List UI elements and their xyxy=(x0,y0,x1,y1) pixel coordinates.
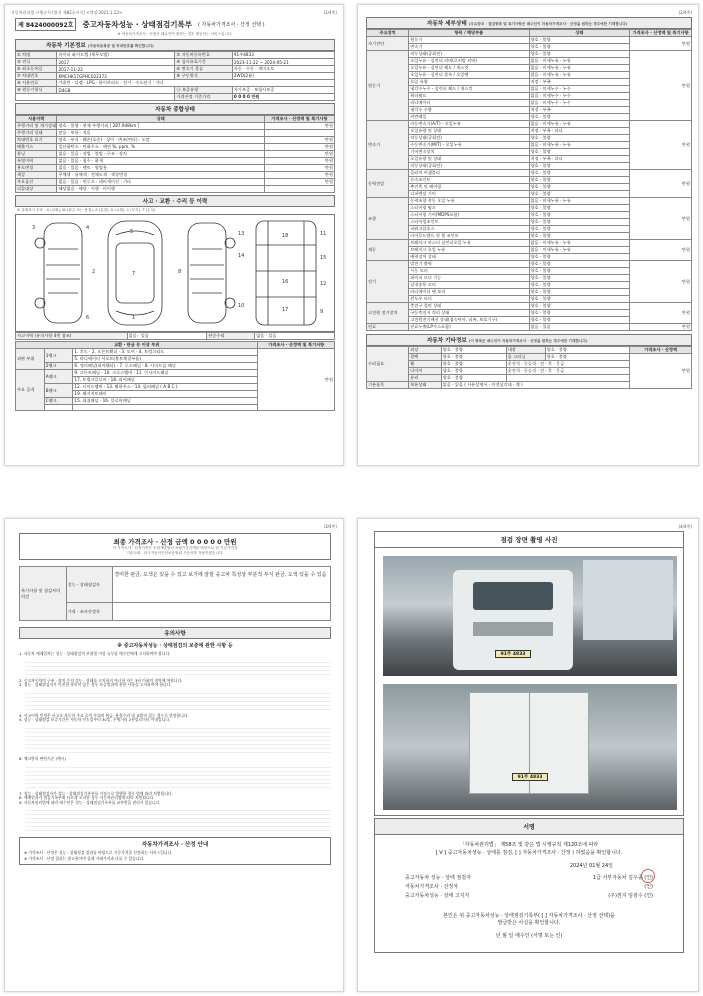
panel-label: 12 xyxy=(320,281,327,287)
table-row: 스티어링 펌프 양호 · 불량 xyxy=(367,205,692,212)
table-row: 가격 · 조사산정자 xyxy=(20,603,331,621)
page-number: (3/4쪽) xyxy=(323,524,337,529)
basic-info-table xyxy=(15,51,335,101)
table-row: 와이퍼 모터 기능 양호 · 불량 xyxy=(367,275,692,282)
sign-date: 2024년 01월 24일 xyxy=(569,863,613,869)
table-row: 오일유량 및 상태 적정 · 부족 · 과다 xyxy=(367,156,692,163)
table-row: ③ 연식 2017 ④ 검사유효기간 2023-11-22 ~ 2024-05-21 xyxy=(16,59,335,66)
accident-header: 사고 · 교환 · 수리 등 이력 xyxy=(15,195,335,207)
table-row: 냉각수누수 - 실린더 헤드 / 개스킷 없음 · 미세누수 · 누수 xyxy=(367,86,692,93)
form-title: 자동차관리법 시행규칙 [별지 제82호서식] <개정 2021.1.13> xyxy=(11,10,123,15)
table-row: ⑤ 최초등록일 2017-11-22 ⑥ 변속기 종류 자동 · 수동 · 세미오토 xyxy=(16,66,335,73)
page-4 xyxy=(357,518,699,992)
table-row: 연료 연료누출(LP가스포함) 없음 · 있음 만원 xyxy=(368,324,690,329)
panel-label: 6 xyxy=(86,315,90,321)
table-row: 색상 무채색 · 유채색 · 전체도색 · 색상변경 만원 xyxy=(17,172,333,177)
table-row: 주요옵션 없음 · 있음 · 썬루프 · 네비게이션 · 기타 만원 xyxy=(17,179,333,184)
table-row: 동력전달 클러치 어셈블리 양호 · 불량 만원 xyxy=(367,170,692,177)
appraisal-title: 자동차가격조사 · 산정 안내 xyxy=(141,842,209,849)
caution-text-block xyxy=(25,659,331,677)
table-row: 스티어링 기어(MDPS포함) 양호 · 불량 xyxy=(367,212,692,219)
table-row: 특별이력 없음 · 있음 · 침수 · 화재 만원 xyxy=(17,158,333,163)
final-price-title: 최종 가격조사 · 산정 금액 xyxy=(113,538,188,546)
table-row: 전기 발전기 출력 양호 · 불량 만원 xyxy=(367,261,692,268)
receipt-line: 본인은 위 중고자동차성능 · 상태점검기록부( [ ] 자동차가격조사 · 산정 선택)을 xyxy=(443,913,615,919)
car-side-right xyxy=(188,223,235,323)
table-row: 수리필요 외장 양호 · 불량 내장 양호 · 불량 가격조사 · 산정액 xyxy=(367,347,692,354)
symbol-legend: ※ 상태표시 부호 : X (교환), W (판금 또는 용접), A (흠집), U (요철), C (부식), T (손상) xyxy=(17,208,156,212)
signer-list xyxy=(385,873,673,900)
table-row: 튜닝 없음 · 있음 · 적법 · 불법 · 구조 · 장치 만원 xyxy=(17,151,333,156)
table-row: 오일유량 및 상태 적정 · 부족 · 과다 xyxy=(367,128,692,135)
final-price-value: 0 0 0 0 0 만원 xyxy=(190,538,237,546)
appraisal-line: ※ 가격조사 · 산정은 성능 · 상태점검 결과를 바탕으로 기준가격을 산정하는 서비스입니다. xyxy=(24,850,173,856)
table-row: 등속조인트 양호 · 불량 xyxy=(367,177,692,184)
table-row: 고전원 전기장치 충전구 절연 상태 양호 · 불량 만원 xyxy=(367,303,692,310)
table-row: 작동상태(공회전) 양호 · 불량 xyxy=(367,135,692,142)
table-row: 19. 패키지트레이 xyxy=(16,391,335,398)
appraisal-box xyxy=(19,837,331,865)
table-row: 추진축 및 베어링 양호 · 불량 xyxy=(367,184,692,191)
car-diagram-svg xyxy=(16,215,334,333)
other-info-table xyxy=(366,346,692,389)
law-line: 「자동차관리법」 제58조 및 같은 법 시행규칙 제120조에 따라 xyxy=(459,842,599,848)
page-1 xyxy=(4,4,344,466)
panel-label: 5 xyxy=(130,229,134,235)
table-row: 커먼레일 양호 · 불량 xyxy=(367,114,692,121)
caution-text-block xyxy=(25,690,331,712)
table-row: 시동 모터 양호 · 불량 xyxy=(367,268,692,275)
panel-label: 10 xyxy=(238,303,245,309)
overall-table: 사용이력 상태 가격조사 · 산정액 및 특기사항 주행거리 및 계기상태 양호 · 불량 · 현재 주행거리 [ 287,948km ] 만원 주행거리 상태 많음 · 보통 · 적음 차대번호 표기 양호 · 부식 · 훼손(오손) · 상이 · 변조(변타) · 도말 만원 배출가스 일산화탄소 · 탄화수소 · 매연 %, ppm, % 만원 튜닝 없음 · 있음 · 적법 · 불법 · 구조 · 장치 만원 특별이력 없음 · 있음 · 침수 · 화재 만원 용도변경 없음 · 있음 · 렌트 · 영업용 만원 색상 무채색 · 유채색 · 전체도색 · 색상변경 만원 주요옵션 없음 · 있음 · 썬루프 · 네비게이션 · 기타 만원 리콜대상 해당없음 · 해당 · 이행 · 미이행 xyxy=(17,116,333,191)
table-row: 주요 골격 A랭크 9. 프론트패널 · 10. 크로스멤버 · 11. 인사이드패널 xyxy=(16,370,335,377)
table-row: 사고이력 (유의사항 4번 참조) 없음 · 있음 단순수리 없음 · 있음 xyxy=(16,333,335,340)
cargo-door xyxy=(469,692,589,794)
panel-label: 18 xyxy=(282,233,289,239)
table-row: 제동 브레이크 마스터 실린더오일 누유 없음 · 미세누유 · 누유 만원 xyxy=(367,240,692,247)
caution-line: 7. 성능 · 상태점검자가 성능 · 상태점검기록부를 거짓으로 발행한 경우 법에 따라 처벌됩니다. xyxy=(19,790,173,796)
table-row: 워터펌프 없음 · 미세누수 · 누수 xyxy=(367,93,692,100)
caution-line: 3. 성능 · 상태점검자가 미진한 항목이 있는 경우 보증범위에 관한 사항을 고지하여야 합니다. xyxy=(19,682,172,688)
page-number: (4/4쪽) xyxy=(678,524,692,529)
table-row: 변속기 자동변속기(A/T) - 오일누유 없음 · 미세누유 · 누유 만원 xyxy=(367,121,692,128)
table-row: 오일누유 - 실린더 커버(로커암 커버) 없음 · 미세누유 · 누유 xyxy=(367,58,692,65)
table-row: 기어변속장치 양호 · 불량 xyxy=(367,149,692,156)
detail-table: 주요장치 항목 / 해당부품 상태 가격조사 · 산정액 및 특기사항 자기진단 원동기 양호 · 불량 만원 변속기 양호 · 불량 원동기 작동상태(공회전) 양호 · 불량 만원 오일누유 - 실린더 커버(로커암 커버) 없음 · 미세누유 · 누유 오일누유 - 실린더 헤드 / 개스킷 없음 · 미세누유 · 누유 오일누유 - 실린더 블록 / 오일팬 없음 · 미세누유 · 누유 오일 유량 적정 · 부족 냉각수누수 - 실린더 헤드 / 개스킷 없음 · 미세누수 · 누수 워터펌프 없음 · 미세누수 · 누수 라디에이터 없음 · 미세누수 · 누수 냉각수 수량 적정 · 부족 커먼레일 양호 · 불량 변속기 자동변속기(A/T) - 오일누유 없음 · 미세누유 · 누유 만원 오일유량 및 상태 적정 · 부족 · 과다 작동상태(공회전) 양호 · 불량 수동변속기(M/T) - 오일누유 없음 · 미세누유 · 누유 기어변속장치 양호 · 불량 오일유량 및 상태 적정 · 부족 · 과다 작동상태(공회전) 양호 · 불량 동력전달 클러치 어셈블리 양호 · 불량 만원 등속조인트 양호 · 불량 추진축 및 베어링 양호 · 불량 디퍼렌셜 기어 양호 · 불량 조향 동력조향 작동 오일 누유 없음 · 미세누유 · 누유 만원 스티어링 펌프 양호 · 불량 스티어링 기어(MDPS포함) 양호 · 불량 스티어링조인트 양호 · 불량 파워고압호스 양호 · 불량 타이로드엔드 및 볼 조인트 양호 · 불량 제동 브레이크 마스터 실린더오일 누유 없음 · 미세누유 · 누유 만원 브레이크 오일 누유 없음 · 미세누유 · 누유 배력장치 상태 양호 · 불량 전기 발전기 출력 양호 · 불량 만원 시동 모터 양호 · 불량 와이퍼 모터 기능 양호 · 불량 실내송풍 모터 양호 · 불량 라디에이터 팬 모터 양호 · 불량 윈도우 모터 양호 · 불량 고전원 전기장치 충전구 절연 상태 양호 · 불량 만원 구동축전지 격리 상태 양호 · 불량 고전원전기배선 상태(접속단자, 피복, 보호기구) 양호 · 불량 연료 연료누출(LP가스포함) 없음 · 있음 만원 xyxy=(368,30,690,329)
panel-label: 7 xyxy=(132,271,136,277)
table-row: 기본품목 보유상태 없음 · 있음 ( 사용설명서 · 안전삼각대 · 잭 ) xyxy=(367,382,692,389)
seal-stamp xyxy=(641,869,655,883)
panel-label: 13 xyxy=(238,231,245,237)
table-row: ⑩ 원동기형식 D4GB ⑪ 보증유형 자가보증 · 보험사보증 xyxy=(16,87,335,94)
truck-front-photo xyxy=(383,556,677,676)
table-row: 오일 유량 적정 · 부족 xyxy=(367,79,692,86)
table-row: 고전원전기배선 상태(접속단자, 피복, 보호기구) 양호 · 불량 xyxy=(367,317,692,324)
signature-header: 서명 xyxy=(374,818,684,835)
table-row: 차대번호 표기 양호 · 부식 · 훼손(오손) · 상이 · 변조(변타) · 도말 만원 xyxy=(17,137,333,142)
service-notice: ※ 자동차가격조사 · 산정은 매수인이 원하는 경우 제공하는 서비스입니다. xyxy=(117,32,233,36)
table-row: 실내송풍 모터 양호 · 불량 xyxy=(367,282,692,289)
table-row: 용도변경 없음 · 있음 · 렌트 · 영업용 만원 xyxy=(17,165,333,170)
table-row: 브레이크 오일 누유 없음 · 미세누유 · 누유 xyxy=(367,247,692,254)
panel-label: 14 xyxy=(238,253,245,259)
receipt-line: 발급받은 사실을 확인합니다. xyxy=(497,920,561,926)
table-row: 자기진단 원동기 양호 · 불량 만원 xyxy=(367,37,692,44)
table-row: 17. 트렁크플로어 · 18. 리어패널 xyxy=(16,377,335,384)
truck-rear-photo xyxy=(383,684,677,810)
windshield xyxy=(473,582,553,610)
table-row: 5. 라디에이터 서포트(볼트체결부품) xyxy=(16,356,335,363)
damage-table xyxy=(15,332,335,340)
table-row: 라디에이터 없음 · 미세누수 · 누수 xyxy=(367,100,692,107)
table-row: 구동축전지 격리 상태 양호 · 불량 xyxy=(367,310,692,317)
panel-label: 8 xyxy=(178,269,182,275)
photo-title: 점검 장면 촬영 사진 xyxy=(374,531,684,548)
table-row: 원동기 작동상태(공회전) 양호 · 불량 만원 xyxy=(367,51,692,58)
table-row: 가격산정 기준가격 0 0 0 0 만원 xyxy=(16,94,335,101)
panel-label: 15 xyxy=(320,255,327,261)
table-row: 특기사항 및 점검자의 의견 성능 · 상태점검자 경미한 판금, 도색은 있을 수 있고 보기에 알릴 중고차 특성상 부분적 부식 판금, 도색 있을 수 있음 xyxy=(20,567,331,603)
law-line: [ V ] 중고자동차성능 · 상태를 점검, [ ] 자동차가격조사 · 산정 ) 하였음을 확인합니다. xyxy=(435,850,623,856)
panel-label: 11 xyxy=(320,231,327,237)
photo-area xyxy=(374,548,684,816)
table-row: 외판 부위 1랭크 1. 후드 · 2. 프론트휀더 · 3. 도어 · 4. 트렁크리드 만원 xyxy=(16,349,335,356)
page-3 xyxy=(4,518,344,992)
grille xyxy=(473,622,553,636)
signer-row: 중고자동차성능 · 상태 고지자 (주)천지 임광수 (인) xyxy=(405,893,653,899)
overall-header: 자동차 종합상태 xyxy=(15,103,335,115)
panel-label: 17 xyxy=(282,307,289,313)
record-number: 제 8424000092호 xyxy=(15,18,76,31)
price-options: 기술사회 · 한국자동차진단보증협회 기준서를 적용하였습니다. xyxy=(126,551,224,555)
panel-label: 1 xyxy=(132,315,136,321)
caution-line: 9. 자동차관리법에 따라 매수인은 성능 · 상태점검기록부를 교부받을 권리가 있습니다. xyxy=(19,799,161,805)
caution-line: 6. 체크항목 판단기준 (예시) xyxy=(19,755,66,761)
signer-row: 중고자동차 성능 · 상태 점검자 1급 서부자동차 김우종 (인) xyxy=(405,875,653,881)
car-side-left xyxy=(35,223,82,323)
caution-text-block xyxy=(25,764,331,790)
table-row: 변속기 양호 · 불량 xyxy=(367,44,692,51)
page-title: 중고자동차성능 · 상태점검기록부 xyxy=(82,20,192,29)
table-row: 라디에이터 팬 모터 양호 · 불량 xyxy=(367,289,692,296)
caution-text-block xyxy=(25,807,331,831)
table-row: ⑨ 사용연료 가솔린 · 디젤 · LPG · 하이브리드 · 전기 · 수소전기 · 기타 xyxy=(16,80,335,87)
caution-list xyxy=(19,652,331,831)
table-row: 파워고압호스 양호 · 불량 xyxy=(367,226,692,233)
receipt-date: 년 월 일 매수인 (서명 또는 인) xyxy=(495,933,563,939)
table-row: ⑦ 차대번호 KMCHK17GPHC022373 ⑧ 구동방식 2WD(2륜) xyxy=(16,73,335,80)
table-row: 냉각수 수량 적정 · 부족 xyxy=(367,107,692,114)
table-row: 타이로드엔드 및 볼 조인트 양호 · 불량 xyxy=(367,233,692,240)
price-note: 이 가격조사 · 산정가격은 보험개발원의 차량기준가액을 바탕으로 한 기준가격과 xyxy=(112,546,238,550)
table-row: 배출가스 일산화탄소 · 탄화수소 · 매연 %, ppm, % 만원 xyxy=(17,144,333,149)
caution-title: ※ 중고자동차성능 · 상태점검의 보증에 관한 사항 등 xyxy=(117,643,233,649)
table-row: 유리 양호 · 불량 xyxy=(367,375,692,382)
table-row: 수동변속기(M/T) - 오일누유 없음 · 미세누유 · 누유 xyxy=(367,142,692,149)
table-row: 조향 동력조향 작동 오일 누유 없음 · 미세누유 · 누유 만원 xyxy=(367,198,692,205)
truck-box xyxy=(583,560,673,640)
table-row: 윈도우 모터 양호 · 불량 xyxy=(367,296,692,303)
panel-label: 3 xyxy=(32,225,36,231)
panel-label: 16 xyxy=(282,279,289,285)
table-row: 주행거리 및 계기상태 양호 · 불량 · 현재 주행거리 [ 287,948km ] 만원 xyxy=(17,123,333,128)
detail-header: 자동차 세부상태 (주요장치 · 점검항목 및 특기사항은 매수인이 자동차가격조사 · 산정을 원하는 경우에만 기재합니다) xyxy=(366,17,692,29)
page-number: (1/4쪽) xyxy=(323,10,337,15)
table-row: 스티어링조인트 양호 · 불량 xyxy=(367,219,692,226)
table-row: 작동상태(공회전) 양호 · 불량 xyxy=(367,163,692,170)
table-row: 오일누유 - 실린더 블록 / 오일팬 없음 · 미세누유 · 누유 xyxy=(367,72,692,79)
caution-line: 5. 성능 · 상태점검 보증기간은 자동차 인도일부터 30일, 주행거리 2천킬로미터 이내입니다. xyxy=(19,717,171,723)
exchange-table: 교환 · 판금 등 이상 부위 가격조사 · 산정액 및 특기사항 외판 부위 1랭크 1. 후드 · 2. 프론트휀더 · 3. 도어 · 4. 트렁크리드 만원 5. 라디에이터 서포트(볼트체결부품) 2랭크 6. 쿼터패널(리어휀더) · 7. 루프패널 · 8. 사이드실 패널 주요 골격 A랭크 9. 프론트패널 · 10. 크로스멤버 · 11. 인사이드패널 17. 트렁크플로어 · 18. 리어패널 B랭크 12. 사이드멤버 · 13. 휠하우스 · 14. 필러패널 ( A B C ) 19. 패키지트레이 C랭크 15. 대쉬패널 · 16. 플로어패널 xyxy=(15,341,335,411)
caution-line: 2. 중고자동차의 구조 · 장치 등의 성능 · 상태를 고지하지 아니한 자는 3년 이하의 징역에 처합니다. xyxy=(19,677,183,683)
title-options: ( 자동차가격조사 · 산정 선택 ) xyxy=(197,22,265,28)
table-row: 타이어 양호 · 불량 운전석 · 동승석 · 전 · 후 · 응급 xyxy=(367,368,692,375)
front-plate: 91주 4833 xyxy=(495,650,531,658)
signer-row: 자동차가격조사 · 산정자 (인) xyxy=(405,884,653,890)
signature-area xyxy=(374,835,684,953)
table-row: ① 차명 마이티 와이드캡 (세무모델) ② 자동차등록번호 91주4833 xyxy=(16,52,335,59)
table-row: 리콜대상 해당없음 · 해당 · 이행 · 미이행 xyxy=(16,186,335,193)
rear-plate: 91주 4833 xyxy=(512,773,548,781)
basic-info-header: 자동차 기본정보 (자동차등록증 및 차대번호를 확인합니다) xyxy=(15,39,335,51)
table-row: 휠 양호 · 불량 운전석 · 동승석 · 전 · 후 · 응급 xyxy=(367,361,692,368)
panel-label: 9 xyxy=(320,309,324,315)
table-row: 광택 양호 · 불량 룸 크리닝 양호 · 불량 만원 xyxy=(367,354,692,361)
panel-label: 4 xyxy=(86,225,90,231)
other-info-header: 자동차 기타정보 (이 항목은 매수인이 자동차가격조사 · 산정을 원하는 경우에만 기재합니다) xyxy=(366,334,692,346)
final-price-box xyxy=(19,533,331,560)
car-diagram xyxy=(15,214,335,332)
caution-header: 유의사항 xyxy=(19,627,331,639)
caution-text-block xyxy=(25,725,331,755)
appraisal-line: ※ 가격조사 · 산정 결과는 참고용이며 실제 거래가격과 다를 수 있습니다. xyxy=(24,856,145,862)
table-row: C랭크 15. 대쉬패널 · 16. 플로어패널 xyxy=(16,398,335,405)
caution-line: 4. 사고이력 인정은 사고로 자동차 주요 골격 부위의 판금, 용접수리 및 교환이 있는 경우로 한정합니다. xyxy=(19,712,189,718)
table-row: B랭크 12. 사이드멤버 · 13. 휠하우스 · 14. 필러패널 ( A B C ) xyxy=(16,384,335,391)
caution-line: 1. 자동차 매매업자는 성능 · 상태점검의 부위별 이상 유무를 매수인에게 고지하여야 합니다. xyxy=(19,651,171,656)
page-number: (2/4쪽) xyxy=(678,10,692,15)
caution-line: 8. 매매업자가 점검기록부와 다르게 고지한 경우 자동차관리법에 따라 처벌됩니다. xyxy=(19,795,155,801)
table-row: 오일누유 - 실린더 헤드 / 개스킷 없음 · 미세누유 · 누유 xyxy=(367,65,692,72)
table-row: 2랭크 6. 쿼터패널(리어휀더) · 7. 루프패널 · 8. 사이드실 패널 xyxy=(16,363,335,370)
page-2 xyxy=(357,4,699,466)
panel-label: 2 xyxy=(92,269,96,275)
table-row: 배력장치 상태 양호 · 불량 xyxy=(367,254,692,261)
special-notes-table xyxy=(19,566,331,621)
table-row: 주행거리 상태 많음 · 보통 · 적음 xyxy=(16,130,335,137)
table-row: 디퍼렌셜 기어 양호 · 불량 xyxy=(367,191,692,198)
